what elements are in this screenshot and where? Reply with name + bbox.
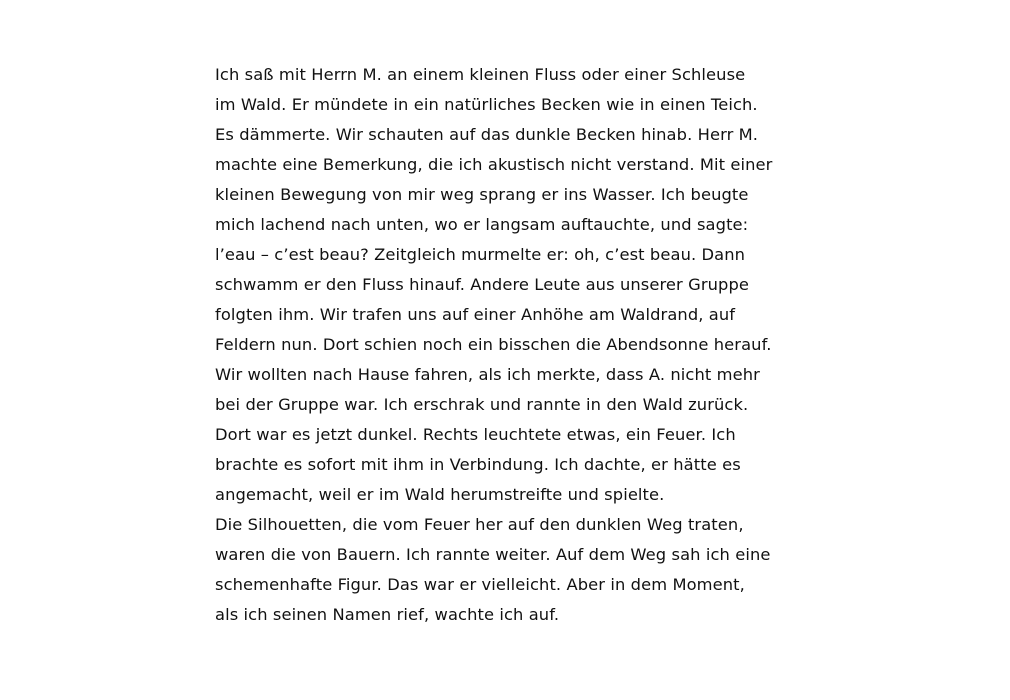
text-line: mich lachend nach unten, wo er langsam auftauchte, und sagte: <box>215 215 749 234</box>
text-line: l’eau – c’est beau? Zeitgleich murmelte er: oh, c’est beau. Dann <box>215 245 746 264</box>
text-line: machte eine Bemerkung, die ich akustisch nicht verstand. Mit einer <box>215 155 773 174</box>
text-line: folgten ihm. Wir trafen uns auf einer Anhöhe am Waldrand, auf <box>215 305 736 324</box>
text-line: Wir wollten nach Hause fahren, als ich merkte, dass A. nicht mehr <box>215 365 760 384</box>
text-line: Ich saß mit Herrn M. an einem kleinen Fluss oder einer Schleuse <box>215 65 746 84</box>
text-line: Die Silhouetten, die vom Feuer her auf den dunklen Weg traten, <box>215 515 744 534</box>
text-line: Dort war es jetzt dunkel. Rechts leuchtete etwas, ein Feuer. Ich <box>215 425 736 444</box>
text-line: bei der Gruppe war. Ich erschrak und rannte in den Wald zurück. <box>215 395 749 414</box>
text-line: als ich seinen Namen rief, wachte ich auf. <box>215 605 560 624</box>
text-line: brachte es sofort mit ihm in Verbindung. Ich dachte, er hätte es <box>215 455 741 474</box>
text-line: schwamm er den Fluss hinauf. Andere Leute aus unserer Gruppe <box>215 275 750 294</box>
body-text <box>215 60 835 630</box>
text-line: waren die von Bauern. Ich rannte weiter. Auf dem Weg sah ich eine <box>215 545 771 564</box>
text-line: schemenhafte Figur. Das war er vielleicht. Aber in dem Moment, <box>215 575 745 594</box>
text-line: Feldern nun. Dort schien noch ein bisschen die Abendsonne herauf. <box>215 335 772 354</box>
text-line: im Wald. Er mündete in ein natürliches Becken wie in einen Teich. <box>215 95 758 114</box>
text-line: angemacht, weil er im Wald herumstreifte und spielte. <box>215 485 665 504</box>
text-line: Es dämmerte. Wir schauten auf das dunkle Becken hinab. Herr M. <box>215 125 759 144</box>
text-line: kleinen Bewegung von mir weg sprang er ins Wasser. Ich beugte <box>215 185 749 204</box>
